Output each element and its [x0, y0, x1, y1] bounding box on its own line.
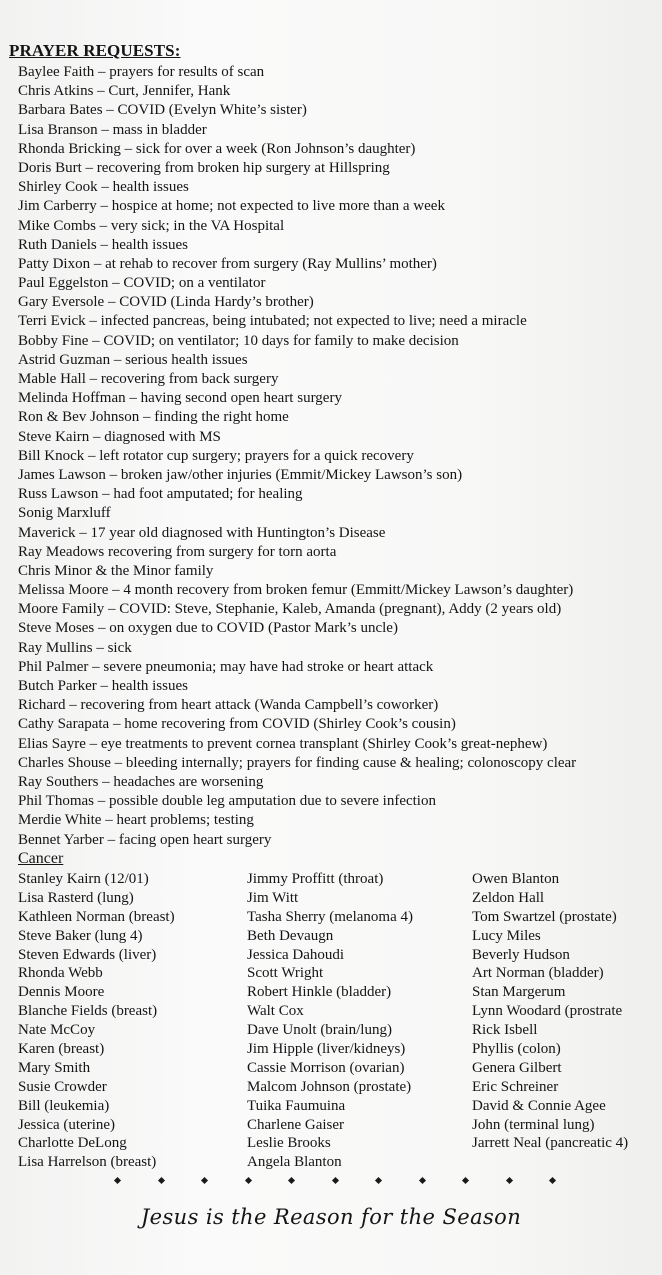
footer-slogan: Jesus is the Reason for the Season [140, 1205, 522, 1229]
prayer-request-item: Russ Lawson – had foot amputated; for healing [18, 486, 303, 503]
prayer-requests-list [18, 63, 658, 850]
cancer-heading: Cancer [18, 850, 64, 867]
diamond-ornament-icon [157, 1177, 164, 1184]
cancer-list-item: Lisa Rasterd (lung) [18, 889, 134, 906]
cancer-column-1 [18, 870, 243, 1172]
cancer-list-item: Walt Cox [247, 1003, 304, 1020]
prayer-request-item: Butch Parker – health issues [18, 678, 188, 694]
cancer-list-item: Genera Gilbert [472, 1059, 562, 1076]
cancer-list-item: Cassie Morrison (ovarian) [247, 1059, 405, 1076]
prayer-request-item: Rhonda Bricking – sick for over a week (Ron Johnson’s daughter) [18, 140, 416, 157]
prayer-request-item: Mike Combs – very sick; in the VA Hospital [18, 217, 285, 234]
cancer-list-item: Eric Schreiner [472, 1078, 559, 1095]
diamond-ornament-icon [418, 1177, 425, 1184]
prayer-request-item: Terri Evick – infected pancreas, being intubated; not expected to live; need a miracle [18, 313, 527, 330]
cancer-column-2 [247, 870, 467, 1172]
diamond-ornament-row [115, 1178, 555, 1183]
prayer-requests-heading: PRAYER REQUESTS: [9, 41, 181, 60]
prayer-request-item: Charles Shouse – bleeding internally; prayers for finding cause & healing; colonoscopy clear [18, 754, 577, 771]
prayer-request-item: Merdie White – heart problems; testing [18, 812, 254, 829]
cancer-list-item: Phyllis (colon) [472, 1041, 561, 1058]
cancer-list-item: Tom Swartzel (prostate) [472, 908, 617, 925]
prayer-request-item: Shirley Cook – health issues [18, 179, 189, 196]
prayer-request-item: Lisa Branson – mass in bladder [18, 121, 207, 138]
cancer-list-item: Art Norman (bladder) [472, 965, 604, 982]
cancer-list-item: Jessica Dahoudi [247, 946, 345, 963]
prayer-request-item: Maverick – 17 year old diagnosed with Huntington’s Disease [18, 524, 386, 541]
cancer-list-item: Leslie Brooks [247, 1135, 331, 1152]
cancer-list-item: Jimmy Proffitt (throat) [247, 871, 384, 887]
cancer-list-item: Charlotte DeLong [18, 1135, 127, 1152]
prayer-request-item: Doris Burt – recovering from broken hip surgery at Hillspring [18, 159, 390, 176]
cancer-list-item: Owen Blanton [472, 871, 560, 887]
prayer-request-item: Bill Knock – left rotator cup surgery; prayers for a quick recovery [18, 447, 414, 464]
cancer-list-item: Blanche Fields (breast) [18, 1003, 158, 1020]
cancer-list-item: John (terminal lung) [472, 1116, 595, 1133]
prayer-request-item: Bennet Yarber – facing open heart surgery [18, 831, 272, 848]
cancer-list-item: Dave Unolt (brain/lung) [247, 1022, 392, 1039]
prayer-request-item: Elias Sayre – eye treatments to prevent cornea transplant (Shirley Cook’s great-nephew) [18, 735, 548, 752]
cancer-list-item: Malcom Johnson (prostate) [247, 1078, 412, 1095]
prayer-request-item: Sonig Marxluff [18, 505, 111, 522]
cancer-list-item: Stan Margerum [472, 984, 566, 1001]
cancer-list-item: Stanley Kairn (12/01) [18, 871, 149, 887]
cancer-list-item: Lisa Harrelson (breast) [18, 1154, 157, 1171]
prayer-request-item: Ron & Bev Johnson – finding the right home [18, 409, 289, 426]
cancer-list-item: Jarrett Neal (pancreatic 4) [472, 1135, 629, 1152]
cancer-list-item: Angela Blanton [247, 1154, 342, 1171]
prayer-request-item: Paul Eggelston – COVID; on a ventilator [18, 275, 266, 292]
cancer-list-item: Tasha Sherry (melanoma 4) [247, 908, 413, 925]
cancer-list-item: Rhonda Webb [18, 965, 103, 982]
cancer-list-item: Nate McCoy [18, 1022, 96, 1039]
prayer-request-item: Moore Family – COVID: Steve, Stephanie, Kaleb, Amanda (pregnant), Addy (2 years old) [18, 601, 562, 618]
cancer-list-item: Bill (leukemia) [18, 1097, 110, 1114]
cancer-list-item: David & Connie Agee [472, 1097, 606, 1114]
prayer-request-item: Patty Dixon – at rehab to recover from surgery (Ray Mullins’ mother) [18, 255, 437, 272]
diamond-ornament-icon [462, 1177, 469, 1184]
cancer-list-item: Jim Hipple (liver/kidneys) [247, 1041, 406, 1058]
prayer-request-item: Astrid Guzman – serious health issues [18, 351, 248, 368]
prayer-request-item: Barbara Bates – COVID (Evelyn White’s sister) [18, 102, 307, 119]
cancer-list-item: Kathleen Norman (breast) [18, 908, 175, 925]
cancer-list-item: Dennis Moore [18, 984, 105, 1001]
cancer-list-item: Beth Devaugn [247, 927, 334, 944]
cancer-list-item: Robert Hinkle (bladder) [247, 984, 392, 1001]
cancer-list-item: Rick Isbell [472, 1022, 538, 1039]
prayer-request-item: Chris Minor & the Minor family [18, 562, 214, 579]
cancer-list-item: Steve Baker (lung 4) [18, 927, 143, 944]
prayer-request-item: Bobby Fine – COVID; on ventilator; 10 days for family to make decision [18, 332, 459, 349]
cancer-list-item: Tuika Faumuina [247, 1097, 346, 1114]
cancer-list-item: Steven Edwards (liver) [18, 946, 157, 963]
cancer-list-item: Karen (breast) [18, 1041, 105, 1058]
diamond-ornament-icon [505, 1177, 512, 1184]
prayer-request-item: Ray Southers – headaches are worsening [18, 773, 264, 790]
cancer-list-item: Charlene Gaiser [247, 1116, 345, 1133]
cancer-list-item: Lynn Woodard (prostrate [472, 1003, 623, 1020]
diamond-ornament-icon [114, 1177, 121, 1184]
cancer-list-item: Jim Witt [247, 889, 299, 906]
prayer-request-item: Chris Atkins – Curt, Jennifer, Hank [18, 83, 231, 100]
prayer-request-item: Steve Moses – on oxygen due to COVID (Pastor Mark’s uncle) [18, 620, 398, 637]
prayer-request-item: Melinda Hoffman – having second open heart surgery [18, 390, 342, 407]
diamond-ornament-icon [331, 1177, 338, 1184]
cancer-list-item: Scott Wright [247, 965, 324, 982]
diamond-ornament-icon [549, 1177, 556, 1184]
prayer-request-item: Phil Thomas – possible double leg amputation due to severe infection [18, 793, 436, 810]
prayer-request-item: Ray Mullins – sick [18, 639, 132, 656]
diamond-ornament-icon [201, 1177, 208, 1184]
prayer-request-item: Baylee Faith – prayers for results of scan [18, 64, 265, 80]
cancer-list-item: Zeldon Hall [472, 889, 545, 906]
prayer-request-item: Ruth Daniels – health issues [18, 236, 188, 253]
prayer-request-item: Melissa Moore – 4 month recovery from broken femur (Emmitt/Mickey Lawson’s daughter) [18, 582, 574, 599]
cancer-list-item: Mary Smith [18, 1059, 91, 1076]
diamond-ornament-icon [288, 1177, 295, 1184]
cancer-list-item: Susie Crowder [18, 1078, 107, 1095]
cancer-column-3 [472, 870, 660, 1153]
prayer-request-item: Gary Eversole – COVID (Linda Hardy’s brother) [18, 294, 314, 311]
prayer-request-item: Richard – recovering from heart attack (Wanda Campbell’s coworker) [18, 697, 439, 714]
prayer-request-item: Phil Palmer – severe pneumonia; may have had stroke or heart attack [18, 658, 434, 675]
prayer-request-item: James Lawson – broken jaw/other injuries (Emmit/Mickey Lawson’s son) [18, 466, 463, 483]
prayer-request-item: Jim Carberry – hospice at home; not expected to live more than a week [18, 198, 445, 215]
prayer-request-item: Mable Hall – recovering from back surgery [18, 371, 279, 387]
prayer-request-item: Steve Kairn – diagnosed with MS [18, 428, 221, 445]
diamond-ornament-icon [244, 1177, 251, 1184]
cancer-list-item: Lucy Miles [472, 927, 541, 944]
cancer-list-item: Jessica (uterine) [18, 1116, 116, 1133]
cancer-list-item: Beverly Hudson [472, 946, 570, 963]
diamond-ornament-icon [375, 1177, 382, 1184]
prayer-request-item: Ray Meadows recovering from surgery for torn aorta [18, 543, 337, 560]
prayer-request-item: Cathy Sarapata – home recovering from COVID (Shirley Cook’s cousin) [18, 716, 456, 733]
